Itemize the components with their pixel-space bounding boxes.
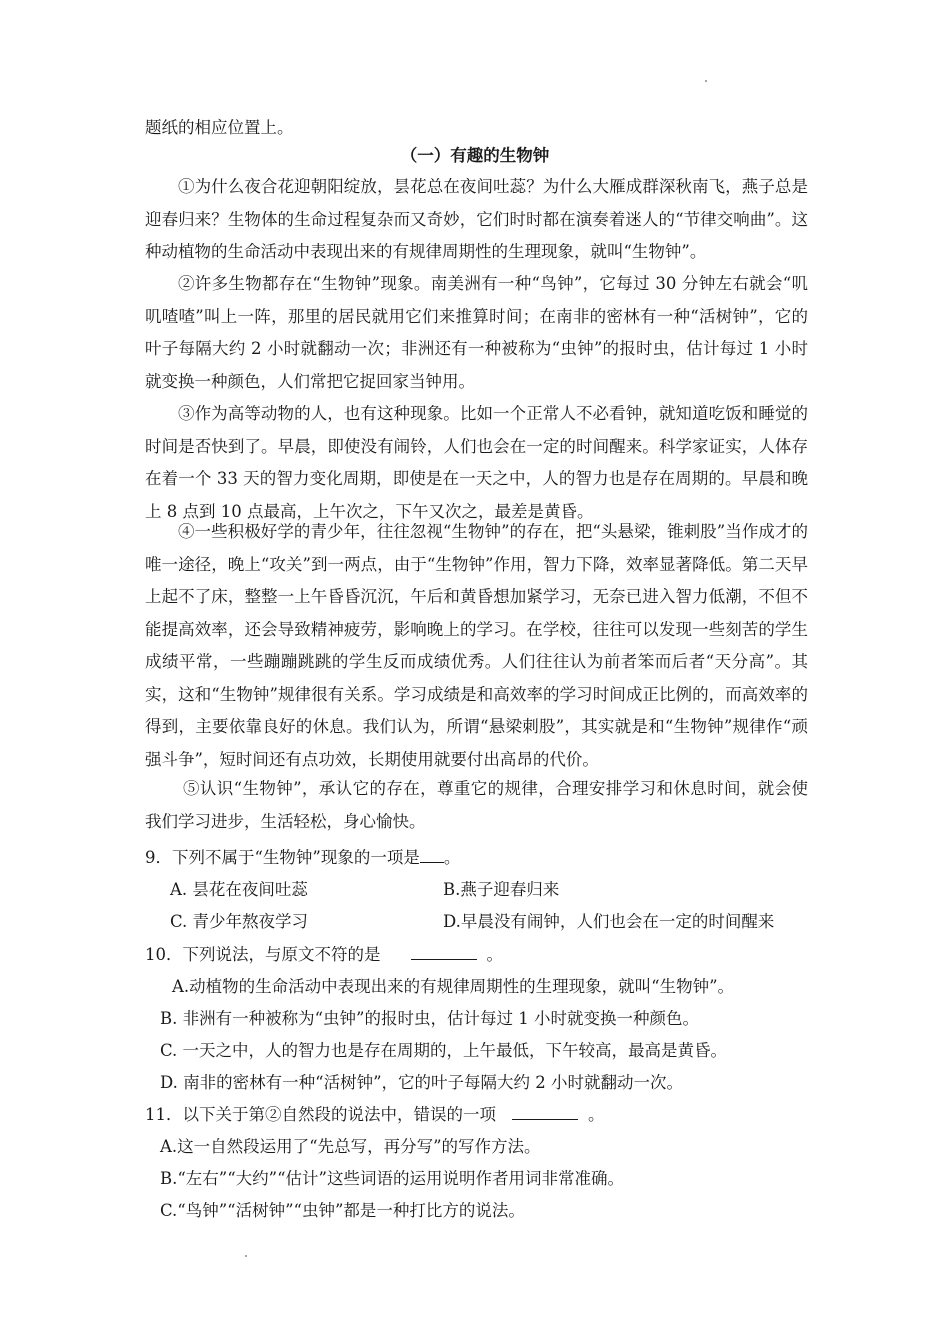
question-11-stem — [145, 1104, 808, 1126]
answer-blank[interactable] — [420, 847, 444, 863]
question-9-option-d: D.早晨没有闹钟，人们也会在一定的时间醒来 — [443, 912, 775, 931]
question-9-option-b: B.燕子迎春归来 — [443, 880, 560, 899]
paragraph-5: ⑤认识“生物钟”，承认它的存在，尊重它的规律，合理安排学习和休息时间，就会使我们学习进步，生活轻松，身心愉快。 — [145, 779, 808, 831]
question-10-text: 10．下列说法，与原文不符的是 — [145, 945, 381, 964]
answer-blank[interactable] — [411, 944, 477, 960]
question-10-option-c: C. 一天之中，人的智力也是存在周期的，上午最低，下午较高，最高是黄昏。 — [160, 1041, 728, 1060]
paragraph-4: ④一些积极好学的青少年，往往忽视“生物钟”的存在，把“头悬梁，锥刺股”当作成才的唯一途径，晚上“攻关”到一两点，由于“生物钟”作用，智力下降，效率显著降低。第二天早上起不了床，整整一上午昏昏沉沉，午后和黄昏想加紧学习，无奈已进入智力低潮，不但不能提高效率，还会导致精神疲劳，影响晚上的学习。在学校，往往可以发现一些刻苦的学生成绩平常，一些蹦蹦跳跳的学生反而成绩优秀。人们往往认为前者笨而后者“天分高”。其实，这和“生物钟”规律很有关系。学习成绩是和高效率的学习时间成正比例的，而高效率的得到，主要依靠良好的休息。我们认为，所谓“悬梁刺股”，其实就是和“生物钟”规律作“顽强斗争”，短时间还有点功效，长期使用就要付出高昂的代价。 — [145, 522, 808, 769]
scan-dot — [245, 1255, 247, 1257]
paragraph-1: ①为什么夜合花迎朝阳绽放，昙花总在夜间吐蕊？为什么大雁成群深秋南飞，燕子总是迎春归来？生物体的生命过程复杂而又奇妙，它们时时都在演奏着迷人的“节律交响曲”。这种动植物的生命活动中表现出来的有规律周期性的生理现象，就叫“生物钟”。 — [145, 177, 808, 261]
paragraph-3: ③作为高等动物的人，也有这种现象。比如一个正常人不必看钟，就知道吃饭和睡觉的时间是否快到了。早晨，即使没有闹铃，人们也会在一定的时间醒来。科学家证实，人体存在着一个 33 天的智力变化周期，即使是在一天之中，人的智力也是存在周期的。早晨和晚上 8 点到 10 点最高，上午次之，下午又次之，最差是黄昏。 — [145, 404, 808, 521]
question-11-end: 。 — [588, 1105, 605, 1124]
question-11-option-c: C.“鸟钟”“活树钟”“虫钟”都是一种打比方的说法。 — [160, 1201, 525, 1220]
question-10-option-d: D. 南非的密林有一种“活树钟”，它的叶子每隔大约 2 小时就翻动一次。 — [160, 1073, 683, 1092]
question-9-stem — [145, 847, 808, 869]
question-9-end: 。 — [443, 848, 461, 867]
question-9-text: 9．下列不属于“生物钟”现象的一项是 — [145, 848, 420, 867]
scan-dot — [705, 80, 707, 82]
section-title: （一）有趣的生物钟 — [400, 146, 550, 165]
question-11-option-b: B.“左右”“大约”“估计”这些词语的运用说明作者用词非常准确。 — [160, 1169, 624, 1188]
question-11-text: 11．以下关于第②自然段的说法中，错误的一项 — [145, 1105, 496, 1124]
question-9-option-c: C. 青少年熬夜学习 — [170, 912, 309, 931]
question-10-option-b: B. 非洲有一种被称为“虫钟”的报时虫，估计每过 1 小时就变换一种颜色。 — [160, 1009, 699, 1028]
question-11-option-a: A.这一自然段运用了“先总写，再分写”的写作方法。 — [160, 1137, 541, 1156]
question-10-option-a: A.动植物的生命活动中表现出来的有规律周期性的生理现象，就叫“生物钟”。 — [172, 977, 735, 996]
intro-tail: 题纸的相应位置上。 — [145, 118, 294, 137]
answer-blank[interactable] — [512, 1104, 578, 1120]
question-9-option-a: A. 昙花在夜间吐蕊 — [170, 880, 308, 899]
question-10-stem — [145, 944, 808, 966]
question-10-end: 。 — [486, 945, 503, 964]
paragraph-2: ②许多生物都存在“生物钟”现象。南美洲有一种“鸟钟”，它每过 30 分钟左右就会“叽叽喳喳”叫上一阵，那里的居民就用它们来推算时间；在南非的密林有一种“活树钟”，它的叶子每隔大约 2 小时就翻动一次；非洲还有一种被称为“虫钟”的报时虫，估计每过 1 小时就变换一种颜色，人们常把它捉回家当钟用。 — [145, 274, 808, 391]
